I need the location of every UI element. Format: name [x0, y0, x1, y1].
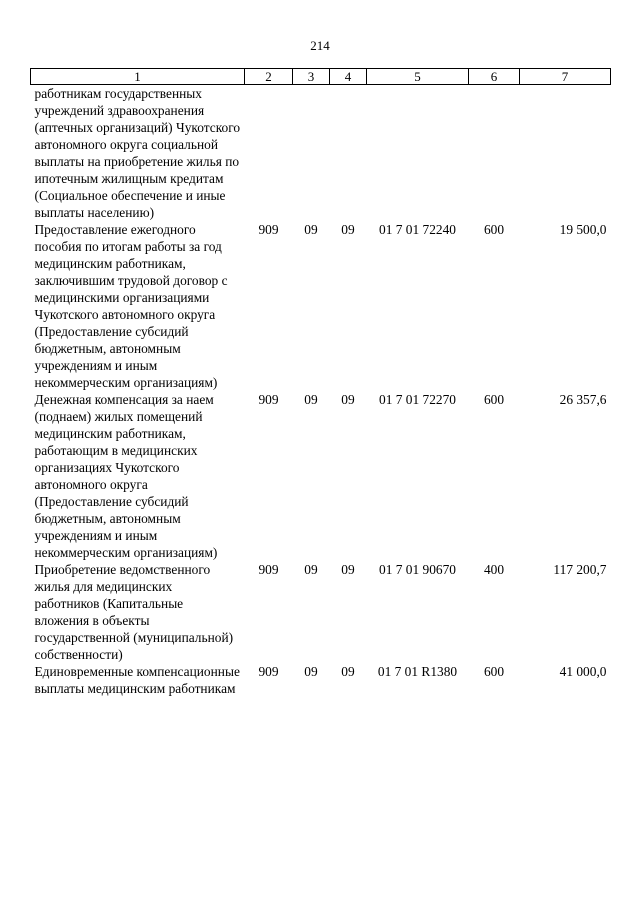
- row-target-article: 01 7 01 72270: [379, 392, 456, 407]
- header-col-2: 2: [245, 69, 293, 85]
- table-header: [31, 69, 611, 85]
- table-row: [31, 391, 611, 561]
- row-expense-type: 600: [483, 664, 505, 679]
- row-section: [293, 85, 330, 222]
- row-admin-code: 909: [258, 392, 279, 407]
- row-name: Приобретение ведомственного жилья для медицинских работников (Капитальные вложения в объекты государственной (муниципальной) собственности): [34, 562, 234, 662]
- row-target-article: 01 7 01 R1380: [377, 664, 458, 679]
- row-name: работникам государственных учреждений здравоохранения (аптечных организаций) Чукотского автономного округа социальной выплаты на приобретение жилья по ипотечным жилищным кредитам (Социальное обеспечение и иные выплаты населению): [34, 86, 241, 220]
- header-col-5: 5: [367, 69, 469, 85]
- row-name: Предоставление ежегодного пособия по итогам работы за год медицинским работникам, заключившим трудовой договор с медицинскими организациями Чукотского автономного округа (Предоставление субсидий бюджетным, автономным учреждениям и иным некоммерческим организациям): [34, 222, 228, 390]
- header-col-7: 7: [520, 69, 611, 85]
- row-amount: [520, 85, 611, 222]
- row-subsection: 09: [341, 664, 355, 679]
- budget-table: [30, 68, 611, 697]
- row-target-article: 01 7 01 72240: [379, 222, 456, 237]
- row-subsection: [330, 85, 367, 222]
- row-name: Единовременные компенсационные выплаты медицинским работникам: [34, 664, 240, 696]
- row-name: Денежная компенсация за наем (поднаем) жилых помещений медицинским работникам, работающим в медицинских организациях Чукотского автономного округа (Предоставление субсидий бюджетным, автономным учреждениям и иным некоммерческим организациям): [34, 392, 218, 560]
- page-number: 214: [310, 38, 330, 53]
- row-section: 09: [304, 562, 318, 577]
- header-col-4: 4: [330, 69, 367, 85]
- row-admin-code: 909: [258, 222, 279, 237]
- row-target-article: 01 7 01 90670: [379, 562, 456, 577]
- row-section: 09: [304, 664, 318, 679]
- row-amount: 19 500,0: [559, 222, 607, 237]
- row-section: 09: [304, 222, 318, 237]
- header-row: [31, 69, 611, 85]
- header-col-1: 1: [31, 69, 245, 85]
- row-target-article: [367, 85, 469, 222]
- row-expense-type: 400: [483, 562, 505, 577]
- table-row: [31, 561, 611, 663]
- row-subsection: 09: [341, 222, 355, 237]
- row-admin-code: 909: [258, 664, 279, 679]
- table-row: [31, 663, 611, 697]
- row-admin-code: [245, 85, 293, 222]
- row-expense-type: 600: [483, 222, 505, 237]
- row-amount: 26 357,6: [559, 392, 607, 407]
- table-row: [31, 221, 611, 391]
- row-section: 09: [304, 392, 318, 407]
- header-col-3: 3: [293, 69, 330, 85]
- row-subsection: 09: [341, 562, 355, 577]
- table-body: [31, 85, 611, 698]
- table-row: [31, 85, 611, 222]
- row-amount: 41 000,0: [559, 664, 607, 679]
- row-expense-type: 600: [483, 392, 505, 407]
- row-admin-code: 909: [258, 562, 279, 577]
- row-expense-type: [469, 85, 520, 222]
- row-amount: 117 200,7: [553, 562, 607, 577]
- header-col-6: 6: [469, 69, 520, 85]
- row-subsection: 09: [341, 392, 355, 407]
